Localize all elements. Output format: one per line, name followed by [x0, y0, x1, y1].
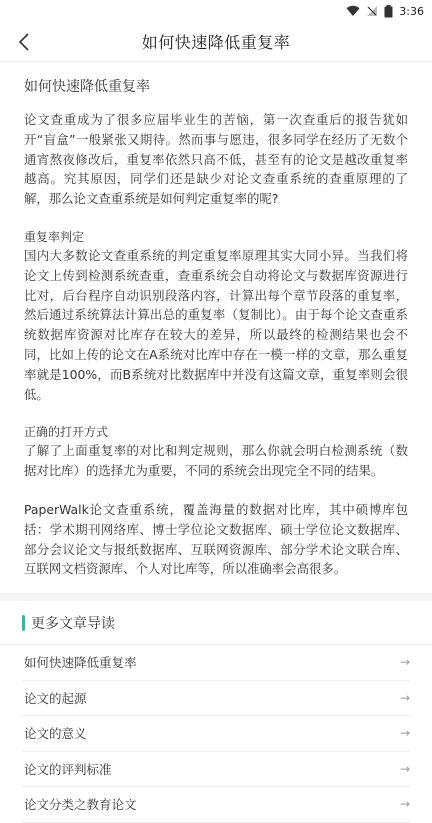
arrow-right-icon: → — [399, 726, 410, 741]
arrow-right-icon: → — [399, 655, 410, 670]
more-articles-list — [0, 645, 432, 823]
list-item[interactable] — [22, 716, 410, 752]
section-body-correct-usage: 了解了上面重复率的对比和判定规则，那么你就会明白检测系统（数据对比库）的选择尤为重要，不同的系统会出现完全不同的结果。 — [24, 443, 408, 479]
article-closing: PaperWalk论文查重系统，覆盖海量的数据对比库，其中硕博库包括：学术期刊网络库、博士学位论文数据库、硕士学位论文数据库、部分会议论文与报纸数据库、互联网资源库、部分学术论文联合库、互联网文档资源库、个人对比库等，所以准确率会高很多。 — [24, 501, 408, 577]
article — [0, 76, 432, 579]
list-item[interactable] — [22, 681, 410, 717]
back-chevron-icon — [18, 33, 30, 51]
page-title: 如何快速降低重复率 — [141, 33, 291, 52]
list-item[interactable] — [22, 645, 410, 681]
nav-bar — [0, 22, 432, 62]
article-intro: 论文查重成为了很多应届毕业生的苦恼，第一次查重后的报告犹如开“盲盒”一般紧张又期待。然而事与愿违，很多同学在经历了无数个通宵熬夜修改后，重复率依然只高不低，甚至有的论文是越改重复率越高。究其原因，同学们还是缺少对论文查重系统的查重原理的了解，那么论文查重系统是如何判定重复率的呢? — [24, 112, 408, 207]
list-item[interactable] — [22, 752, 410, 788]
list-item-label: 论文的评判标准 — [24, 761, 112, 777]
list-item[interactable] — [22, 787, 410, 823]
section-body-duplicate-rate: 国内大多数论文查重系统的判定重复率原理其实大同小异。当我们将论文上传到检测系统查重，查重系统会自动将论文与数据库资源进行比对，后台程序自动识别段落内容，计算出每个章节段落的重复率，然后通过系统算法计算出总的重复率（复制比）。由于每个论文查重系统数据库资源对比库存在较大的差异，所以最终的检测结果也会不同，比如上传的论文在A系统对比库中存在一模一样的文章，那么重复率就是100%，而B系统对比数据库中并没有这篇文章，重复率则会很低。 — [24, 247, 408, 402]
accent-bar — [22, 615, 25, 631]
more-articles-heading: 更多文章导读 — [31, 615, 115, 632]
section-divider — [0, 593, 432, 601]
list-item-label: 论文的意义 — [24, 726, 87, 742]
arrow-right-icon: → — [399, 690, 410, 705]
list-item-label: 论文的起源 — [24, 690, 87, 706]
more-articles-header — [0, 601, 432, 645]
wifi-icon — [346, 5, 360, 17]
list-item-label: 如何快速降低重复率 — [24, 655, 137, 671]
article-title: 如何快速降低重复率 — [24, 79, 150, 95]
arrow-right-icon: → — [399, 797, 410, 812]
arrow-right-icon: → — [399, 761, 410, 776]
battery-icon — [384, 5, 393, 18]
section-title-correct-usage: 正确的打开方式 — [24, 425, 109, 440]
status-bar — [0, 0, 432, 22]
back-button[interactable] — [12, 30, 36, 54]
signal-icon — [366, 5, 378, 17]
status-time: 3:36 — [399, 4, 424, 18]
list-item-label: 论文分类之教育论文 — [24, 797, 137, 813]
section-title-duplicate-rate: 重复率判定 — [24, 229, 85, 244]
